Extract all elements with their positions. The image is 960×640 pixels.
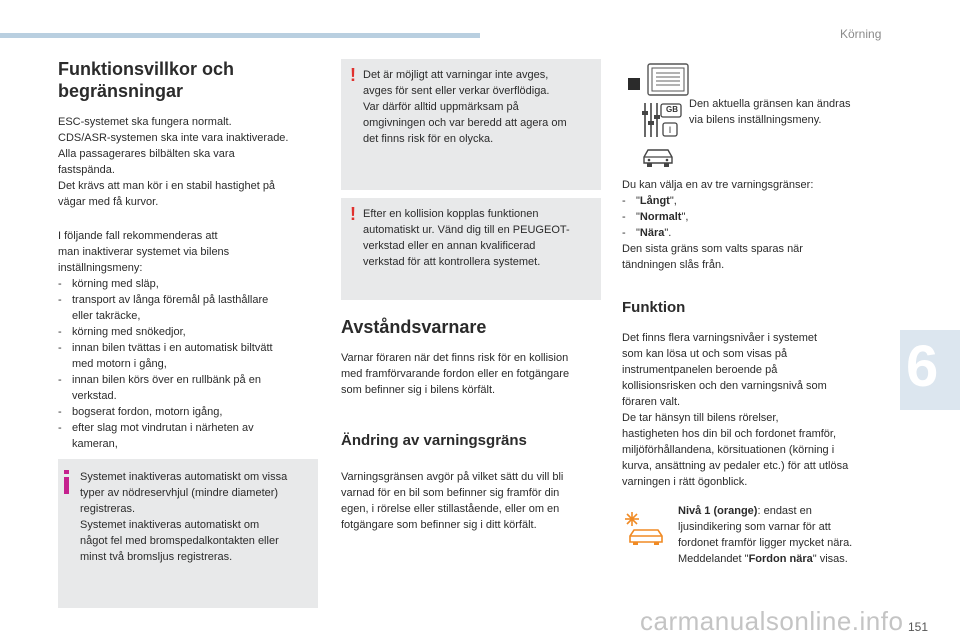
funktion-line: instrumentpanelen beroende på xyxy=(622,364,778,376)
header-bar xyxy=(0,33,480,38)
info-box xyxy=(58,459,318,608)
saved-line: tändningen slås från. xyxy=(622,259,725,271)
funktion-line: Det finns flera varningsnivåer i systemet xyxy=(622,332,818,344)
icon-text xyxy=(689,96,889,128)
left-column xyxy=(58,58,318,452)
level1-text: : endast en xyxy=(757,505,812,517)
warning-line: verkstad för att kontrollera systemet. xyxy=(363,256,541,268)
level1-label: Nivå 1 (orange) xyxy=(678,505,758,517)
distance-warning-title: Avståndsvarnare xyxy=(341,317,487,337)
info-line: typer av nödreservhjul (mindre diameter) xyxy=(80,487,279,499)
warning-line: omgivningen och var beredd att agera om xyxy=(363,117,567,129)
info-line: Systemet inaktiveras automatiskt om vissa xyxy=(80,471,288,483)
intro-line: CDS/ASR-systemen ska inte vara inaktiverade. xyxy=(58,132,289,144)
sub-desc-line: varnad för en bil som befinner sig framför din xyxy=(341,487,560,499)
collision-alert-icon xyxy=(624,510,668,546)
i-badge: I xyxy=(668,125,672,135)
funktion-title: Funktion xyxy=(622,299,686,316)
info-line: registreras. xyxy=(80,503,136,515)
list-item-cont: kameran, xyxy=(72,438,118,450)
warning-line: verkstad eller en annan kvalificerad xyxy=(363,240,536,252)
funktion-line: föraren valt. xyxy=(622,396,681,408)
middle-column xyxy=(341,316,603,533)
list-item-cont: eller takräcke, xyxy=(72,310,141,322)
saved-line: Den sista gräns som valts sparas när xyxy=(622,243,803,255)
desc-line: med framförvarande fordon eller en fotgängare xyxy=(341,368,570,380)
funktion-line: som kan lösa ut och som visas på xyxy=(622,348,788,360)
info-line: något fel med bromspedalkontakten eller xyxy=(80,535,279,547)
touchscreen-icon xyxy=(628,63,690,97)
choose-text: Du kan välja en av tre varningsgränser: xyxy=(622,179,814,191)
list-item: - efter slag mot vindrutan i närheten av xyxy=(58,422,254,434)
sub-desc-line: Varningsgränsen avgör på vilket sätt du vill bli xyxy=(341,471,564,483)
list-item-cont: verkstad. xyxy=(72,390,117,402)
warning-line: Var därför alltid uppmärksam på xyxy=(363,101,519,113)
funktion-line: De tar hänsyn till bilens rörelser, xyxy=(622,412,779,424)
warning-line: det finns risk för en olycka. xyxy=(363,133,494,145)
page-number: 151 xyxy=(908,620,929,634)
vehicle-near-message: Fordon nära xyxy=(748,553,813,565)
intro-line: vägar med få kurvor. xyxy=(58,196,159,208)
funktion-line: hastigheten hos din bil och fordonet framför, xyxy=(622,428,837,440)
conditions-title-line2: begränsningar xyxy=(58,81,184,101)
warning-line: automatiskt ur. Vänd dig till en PEUGEOT- xyxy=(363,224,570,236)
funktion-line: miljöförhållandena, körsituationen (körning i xyxy=(622,444,835,456)
warning-box-1 xyxy=(341,59,601,190)
funktion-line: kurva, ansättning av pedaler etc.) för att utlösa xyxy=(622,460,849,472)
warning-line: avges för sent eller verkar överflödiga. xyxy=(363,85,550,97)
warning-icon: ! xyxy=(350,65,356,85)
recommend-line: man inaktiverar systemet via bilens xyxy=(58,246,230,258)
option-item: - "Nära". xyxy=(622,227,672,239)
list-item-cont: med motorn i gång, xyxy=(72,358,167,370)
recommend-line: inställningsmeny: xyxy=(58,262,143,274)
sub-desc-line: egen, i rörelse eller stillastående, eller om en xyxy=(341,503,560,515)
desc-line: som befinner sig i bilens körfält. xyxy=(341,384,496,396)
right-column xyxy=(622,177,892,490)
change-threshold-title: Ändring av varningsgräns xyxy=(341,432,527,449)
icon-text-line: via bilens inställningsmeny. xyxy=(689,114,822,126)
list-item: - innan bilen tvättas i en automatisk biltvätt xyxy=(58,342,273,354)
funktion-line: kollisionsrisken och den varningsnivå som xyxy=(622,380,827,392)
list-item: - körning med släp, xyxy=(58,278,159,290)
warning-icon: ! xyxy=(350,204,356,224)
list-item: - transport av långa föremål på lasthållare xyxy=(58,294,269,306)
intro-line: fastspända. xyxy=(58,164,115,176)
icon-text-line: Den aktuella gränsen kan ändras xyxy=(689,98,851,110)
warning-line: Efter en kollision kopplas funktionen xyxy=(363,208,539,220)
level1-line: fordonet framför ligger mycket nära. xyxy=(678,537,853,549)
info-line: minst två bromsljus registreras. xyxy=(80,551,233,563)
list-item: - innan bilen körs över en rullbänk på en xyxy=(58,374,261,386)
chapter-number: 6 xyxy=(906,334,939,399)
watermark: carmanualsonline.info xyxy=(640,606,904,636)
level1-line: ljusindikering som varnar för att xyxy=(678,521,831,533)
intro-line: Det krävs att man kör i en stabil hastighet på xyxy=(58,180,276,192)
intro-line: Alla passagerares bilbälten ska vara xyxy=(58,148,235,160)
level1-block: Nivå 1 (orange): endast en ljusindikering som varnar för att fordonet framför ligger mycket nära. Meddelandet "Fordon nära" visas. xyxy=(678,503,890,567)
section-name: Körning xyxy=(840,27,882,41)
info-icon xyxy=(63,470,71,494)
warning-box-2 xyxy=(341,198,601,300)
car-icon xyxy=(641,145,675,169)
sub-desc-line: fotgängare som befinner sig i ditt körfält. xyxy=(341,519,537,531)
recommend-line: I följande fall rekommenderas att xyxy=(58,230,218,242)
info-line: Systemet inaktiveras automatiskt om xyxy=(80,519,260,531)
list-item: - körning med snökedjor, xyxy=(58,326,186,338)
option-item: - "Normalt", xyxy=(622,211,689,223)
desc-line: Varnar föraren när det finns risk för en kollision xyxy=(341,352,569,364)
gb-badge: GB xyxy=(666,105,678,114)
conditions-title-line1: Funktionsvillkor och xyxy=(58,59,235,79)
warning-line: Det är möjligt att varningar inte avges, xyxy=(363,69,549,81)
intro-line: ESC-systemet ska fungera normalt. xyxy=(58,116,232,128)
funktion-line: varningen i rätt ögonblick. xyxy=(622,476,748,488)
option-item: - "Långt", xyxy=(622,195,677,207)
list-item: - bogserat fordon, motorn igång, xyxy=(58,406,223,418)
